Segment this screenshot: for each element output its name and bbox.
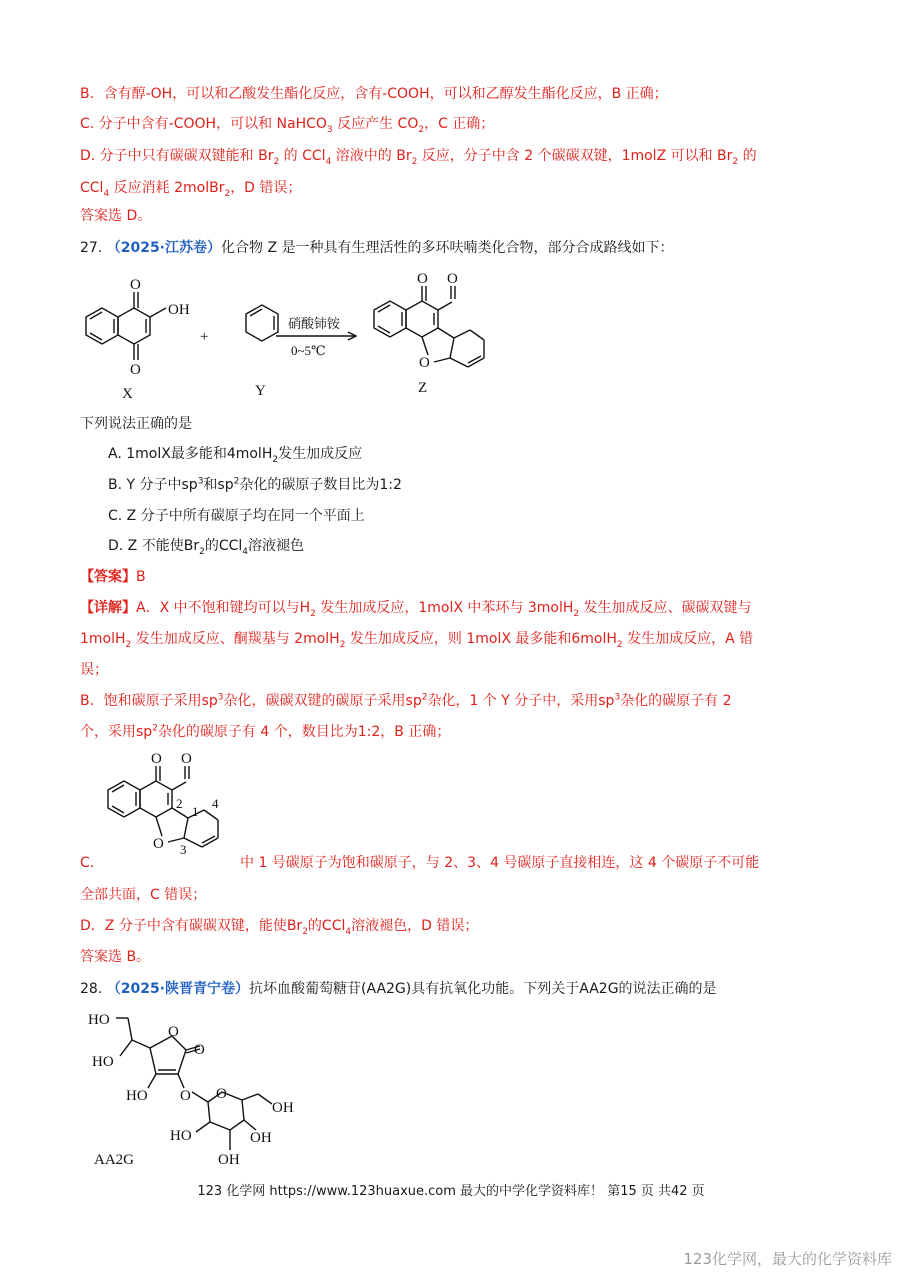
svg-text:HO: HO [170, 1128, 192, 1144]
svg-text:O: O [194, 1042, 205, 1058]
svg-text:O: O [419, 355, 430, 371]
svg-text:HO: HO [126, 1088, 148, 1104]
svg-text:O: O [216, 1086, 227, 1102]
svg-text:O: O [168, 1024, 179, 1040]
compound-x [86, 277, 190, 402]
page-footer: 123 化学网 https://www.123huaxue.com 最大的中学化学资料库！ 第15 页 共42 页 [197, 1184, 705, 1199]
svg-text:2: 2 [176, 796, 183, 811]
plus-sign: + [200, 329, 209, 345]
q27-prompt: 下列说法正确的是 [80, 416, 192, 432]
q27-detail-c-line2: 全部共面，C 错误； [80, 887, 207, 903]
svg-text:HO: HO [92, 1054, 114, 1070]
q27-option-b: B. Y 分子中$sp^3$和$sp^2$杂化的碳原子数目比为1:2 [108, 476, 402, 493]
label-y: Y [255, 383, 266, 399]
label-x: X [122, 386, 133, 402]
svg-text:O: O [151, 751, 162, 767]
q27-detail-d: D．Z 分子中含有碳碳双键，能使$Br_2$的CCl$_4$溶液褪色，D 错误； [80, 918, 479, 937]
label-z: Z [418, 380, 428, 396]
svg-text:O: O [153, 836, 164, 852]
q27-option-d: D. Z 不能使$Br_2$的CCl$_4$溶液褪色 [108, 538, 305, 557]
q27-numbered-structure [96, 748, 246, 868]
svg-text:HO: HO [88, 1012, 110, 1028]
svg-text:O: O [130, 277, 141, 293]
svg-text:O: O [181, 751, 192, 767]
q27-stem: 27. （2025·江苏卷）化合物 Z 是一种具有生理活性的多环呋喃类化合物，部分合成路线如下： [80, 240, 674, 256]
svg-text:O: O [130, 362, 141, 378]
q28-aa2g-structure [88, 1004, 328, 1174]
svg-text:4: 4 [212, 796, 219, 811]
watermark: 123化学网，最大的化学资料库 [683, 1250, 892, 1268]
prev-option-d-line1: D. 分子中只有碳碳双键能和 $Br_2$ 的 CCl$_4$ 溶液中的 $Br_2$ 反应，分子中含 2 个碳碳双键，1molZ 可以和 $Br_2$ 的 [80, 148, 757, 167]
q27-final-answer: 答案选 B。 [80, 949, 151, 965]
prev-answer: 答案选 D。 [80, 208, 152, 224]
svg-text:1: 1 [192, 804, 199, 819]
q27-detail-b-line1: B．饱和碳原子采用$sp^3$杂化，碳碳双键的碳原子采用$sp^2$杂化，1 个 Y 分子中，采用$sp^3$杂化的碳原子有 2 [80, 692, 732, 709]
svg-text:硝酸铈铵: 硝酸铈铵 [288, 316, 341, 331]
q27-answer: 【答案】B [80, 569, 146, 585]
svg-text:O: O [447, 271, 458, 287]
q27-detail-a-line2: 1molH$_2$ 发生加成反应、酮羰基与 2molH$_2$ 发生加成反应，则 1molX 最多能和6molH$_2$ 发生加成反应，A 错 [80, 631, 754, 650]
svg-text:OH: OH [272, 1100, 294, 1116]
aa2g-label: AA2G [94, 1152, 134, 1168]
prev-option-b: B．含有醇-OH，可以和乙酸发生酯化反应，含有-COOH，可以和乙醇发生酯化反应，B 正确； [80, 86, 668, 102]
svg-text:OH: OH [218, 1152, 240, 1168]
q27-detail-c-line1: 中 1 号碳原子为饱和碳原子，与 2、3、4 号碳原子直接相连，这 4 个碳原子不可能 [240, 855, 760, 871]
svg-text:0~5℃: 0~5℃ [291, 343, 326, 358]
prev-option-c: C. 分子中含有-COOH，可以和 NaHCO$_3$ 反应产生 $CO_2$，C 正确； [80, 116, 495, 135]
svg-text:OH: OH [168, 302, 190, 318]
q27-detail-a-line3: 误； [80, 662, 108, 678]
q27-option-a: A. 1molX最多能和4molH$_2$发生加成反应 [108, 446, 363, 465]
q27-detail-a-line1: 【详解】A．X 中不饱和键均可以与$H_2$ 发生加成反应，1molX 中苯环与 3molH$_2$ 发生加成反应、碳碳双键与 [80, 600, 752, 619]
svg-text:OH: OH [250, 1130, 272, 1146]
q27-reaction-scheme [78, 262, 518, 402]
svg-text:O: O [180, 1088, 191, 1104]
q27-option-c: C. Z 分子中所有碳原子均在同一个平面上 [108, 508, 365, 524]
reaction-arrow [276, 316, 356, 358]
svg-text:3: 3 [180, 842, 187, 857]
compound-y [246, 305, 278, 399]
q28-stem: 28. （2025·陕晋青宁卷）抗坏血酸葡萄糖苷(AA2G)具有抗氧化功能。下列关于AA2G的说法正确的是 [80, 981, 717, 997]
q27-detail-b-line2: 个，采用$sp^2$杂化的碳原子有 4 个，数目比为1:2，B 正确； [80, 723, 451, 740]
compound-z [374, 271, 484, 396]
svg-text:O: O [417, 271, 428, 287]
prev-option-d-line2: CCl$_4$ 反应消耗 2molBr$_2$，D 错误； [80, 180, 302, 199]
q27-detail-c-label: C. [80, 855, 95, 871]
